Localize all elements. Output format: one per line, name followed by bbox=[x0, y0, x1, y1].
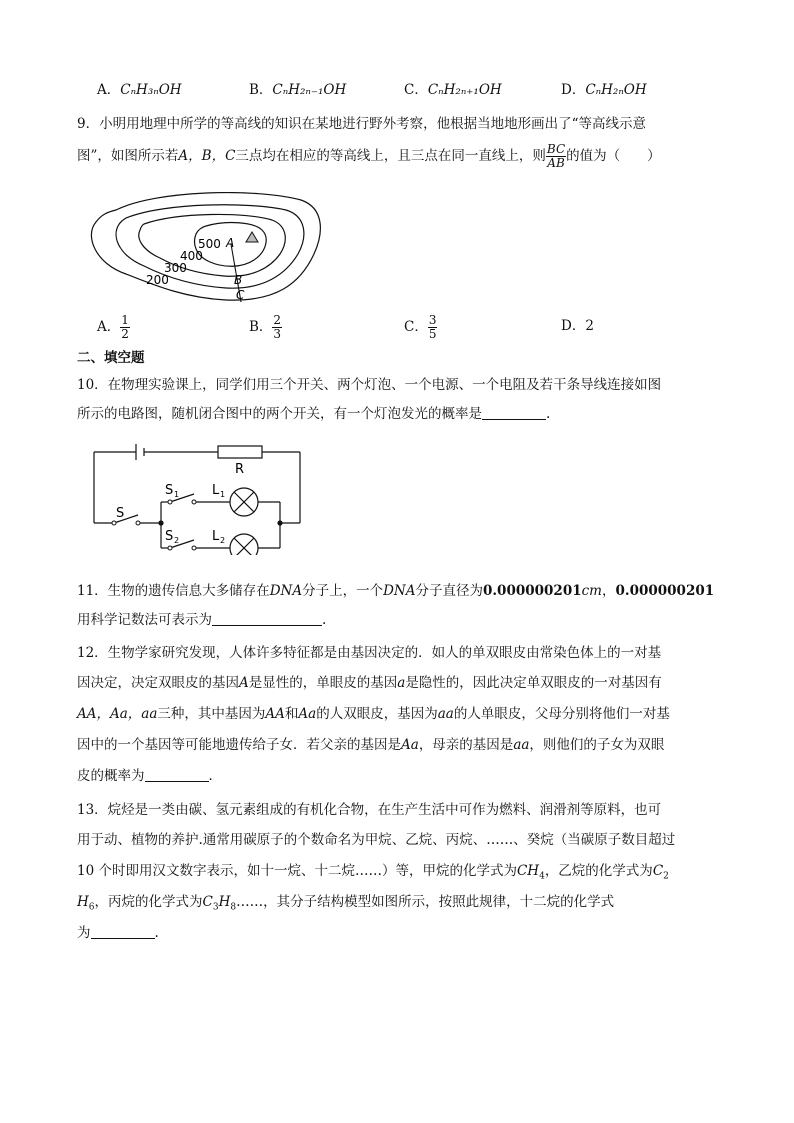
q13-text-line5: 为 . bbox=[77, 925, 159, 941]
peak-triangle-icon bbox=[246, 232, 258, 242]
q9-option-d[interactable]: D．2 bbox=[561, 318, 594, 334]
q9-option-c[interactable]: C． $\frac{3}{5}$ bbox=[404, 313, 437, 341]
q8-option-c[interactable]: C．CₙH₂ₙ₊₁OH bbox=[404, 82, 502, 98]
contour-label-500: 500 bbox=[198, 237, 221, 251]
q9-text-line1: 9．小明用地理中所学的等高线的知识在某地进行野外考察，他根据当地地形画出了“等高线示意 bbox=[77, 116, 646, 132]
contour-map-figure bbox=[86, 192, 326, 310]
q10-text-line2: 所示的电路图，随机闭合图中的两个开关，有一个灯泡发光的概率是 . bbox=[77, 406, 551, 422]
q12-text-line1: 12．生物学家研究发现，人体许多特征都是由基因决定的．如人的单双眼皮由常染色体上的一对基 bbox=[77, 645, 662, 661]
label-l1-sub: 1 bbox=[220, 490, 226, 499]
resistor-r bbox=[218, 446, 262, 458]
label-l2: L bbox=[212, 529, 220, 544]
q12-text-line3: AA，Aa，aa三种，其中基因为AA和Aa的人双眼皮，基因为aa的人单眼皮，父母分别将他们一对基 bbox=[77, 706, 670, 722]
junction-right bbox=[277, 520, 282, 525]
q10-text-line1: 10．在物理实验课上，同学们用三个开关、两个灯泡、一个电源、一个电阻及若干条导线连接如图 bbox=[77, 377, 662, 393]
label-s2: S bbox=[165, 529, 174, 544]
point-label-c: C bbox=[236, 288, 245, 302]
q8-option-a[interactable]: A．CₙH₃ₙOH bbox=[97, 82, 182, 98]
q13-text-line2: 用于动、植物的养护.通常用碳原子的个数命名为甲烷、乙烷、丙烷、……、癸烷（当碳原子数目超过 bbox=[77, 832, 676, 848]
label-s: S bbox=[116, 506, 125, 521]
q9-text-line2: 图”，如图所示若A，B，C三点均在相应的等高线上，且三点在同一直线上，则 $\frac{BC}{AB}$ 的值为（ ） bbox=[77, 142, 661, 170]
label-s2-sub: 2 bbox=[174, 536, 180, 545]
q9-option-b[interactable]: B． $\frac{2}{3}$ bbox=[249, 313, 282, 341]
contour-label-400: 400 bbox=[180, 249, 203, 263]
circuit-diagram-figure bbox=[88, 440, 308, 555]
q11-answer-blank[interactable] bbox=[212, 612, 322, 626]
q9-option-a[interactable]: A． $\frac{1}{2}$ bbox=[97, 313, 129, 341]
q11-text-line1: 11．生物的遗传信息大多储存在DNA分子上，一个DNA分子直径为0.000000201cm，0.000000201 bbox=[77, 583, 715, 599]
q9-fraction: $\frac{BC}{AB}$ bbox=[546, 142, 566, 170]
q12-text-line2: 因决定，决定双眼皮的基因A是显性的，单眼皮的基因a是隐性的，因此决定单双眼皮的一对基因有 bbox=[77, 675, 662, 691]
q13-answer-blank[interactable] bbox=[91, 925, 155, 939]
q12-text-line5: 皮的概率为 ． bbox=[77, 768, 222, 784]
point-label-b: B bbox=[234, 273, 243, 287]
label-r: R bbox=[235, 462, 245, 477]
q8-option-d[interactable]: D．CₙH₂ₙOH bbox=[561, 82, 647, 98]
q13-text-line1: 13．烷烃是一类由碳、氢元素组成的有机化合物，在生产生活中可作为燃料、润滑剂等原料，也可 bbox=[77, 802, 662, 818]
label-l1: L bbox=[212, 483, 220, 498]
label-s1: S bbox=[165, 483, 174, 498]
q13-text-line4: $H_6$，丙烷的化学式为$C_3H_8\dots\dots$，其分子结构模型如图所示，按照此规律，十二烷的化学式 bbox=[77, 894, 615, 913]
contour-label-200: 200 bbox=[146, 273, 169, 287]
contour-label-300: 300 bbox=[164, 261, 187, 275]
point-label-a: A bbox=[226, 236, 235, 250]
q8-option-b[interactable]: B．CₙH₂ₙ₋₁OH bbox=[249, 82, 347, 98]
q10-answer-blank[interactable] bbox=[482, 406, 546, 420]
junction-left bbox=[158, 520, 163, 525]
lamp-l2-icon bbox=[230, 534, 258, 555]
q12-answer-blank[interactable] bbox=[145, 768, 209, 782]
label-l2-sub: 2 bbox=[220, 536, 226, 545]
q11-text-line2: 用科学记数法可表示为 . bbox=[77, 612, 327, 628]
section-title-fill-in: 二、填空题 bbox=[77, 350, 145, 366]
label-s1-sub: 1 bbox=[174, 490, 180, 499]
q12-text-line4: 因中的一个基因等可能地遗传给子女．若父亲的基因是Aa，母亲的基因是aa，则他们的子女为双眼 bbox=[77, 737, 665, 753]
q13-text-line3: 10 个时即用汉文数字表示，如十一烷、十二烷……）等，甲烷的化学式为$CH_4$，乙烷的化学式为$C_2$ bbox=[77, 863, 669, 882]
